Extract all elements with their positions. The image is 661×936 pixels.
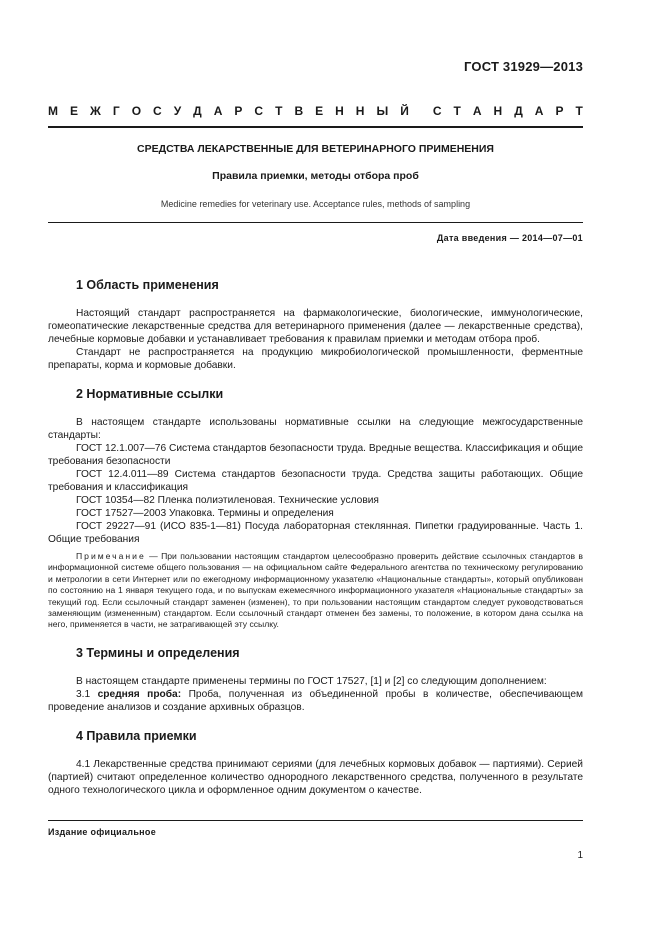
- heading-letter: Д: [514, 104, 523, 118]
- term-name: средняя проба:: [97, 688, 182, 700]
- heading-letter: Ы: [376, 104, 389, 118]
- heading-letter: Е: [315, 104, 324, 118]
- heading-letter: С: [153, 104, 162, 118]
- heading-letter: Г: [112, 104, 120, 118]
- reference-note: [48, 551, 583, 631]
- term-definition: [48, 688, 583, 714]
- normative-reference: ГОСТ 29227—91 (ИСО 835-1—81) Посуда лабораторная стеклянная. Пипетки градуированные. Часть 1. Общие требования: [48, 521, 583, 545]
- heading-letter: Й: [400, 104, 409, 118]
- header-divider: [48, 126, 583, 128]
- document-subtitle: Правила приемки, методы отбора проб: [212, 170, 419, 182]
- heading-letter: С: [432, 104, 442, 118]
- heading-letter: О: [131, 104, 142, 118]
- heading-letter: С: [254, 104, 264, 118]
- normative-reference: ГОСТ 17527—2003 Упаковка. Термины и определения: [76, 508, 334, 519]
- heading-letter: Т: [453, 104, 461, 118]
- section-2-intro: В настоящем стандарте использованы нормативные ссылки на следующие межгосударственные стандарты:: [48, 417, 583, 441]
- normative-reference: ГОСТ 10354—82 Пленка полиэтиленовая. Технические условия: [76, 495, 379, 506]
- heading-letter: Т: [275, 104, 283, 118]
- heading-letter: Ж: [90, 104, 101, 118]
- introduction-date: Дата введения — 2014—07—01: [436, 233, 583, 243]
- section-4-heading: 4 Правила приемки: [76, 728, 197, 743]
- section-3-heading: 3 Термины и определения: [76, 645, 240, 660]
- heading-letter: Н: [493, 104, 503, 118]
- normative-reference: ГОСТ 12.1.007—76 Система стандартов безопасности труда. Вредные вещества. Классификация и общие требования безопасности: [48, 443, 583, 467]
- heading-letter: А: [534, 104, 544, 118]
- official-edition-label: Издание официальное: [48, 827, 157, 837]
- document-title: СРЕДСТВА ЛЕКАРСТВЕННЫЕ ДЛЯ ВЕТЕРИНАРНОГО ПРИМЕНЕНИЯ: [137, 143, 494, 155]
- heading-letter: А: [472, 104, 482, 118]
- heading-letter: Т: [575, 104, 583, 118]
- normative-reference: ГОСТ 12.4.011—89 Система стандартов безопасности труда. Средства защиты работающих. Общие требования и классификация: [48, 469, 583, 493]
- heading-letter: Е: [70, 104, 79, 118]
- heading-letter: М: [48, 104, 58, 118]
- heading-letter: В: [294, 104, 304, 118]
- document-body: [48, 277, 583, 797]
- term-text: Проба, полученная из объединенной пробы в количестве, обеспечивающем проведение анализов и создание архивных образцов.: [48, 688, 583, 713]
- heading-letter: Н: [335, 104, 344, 118]
- title-divider: [48, 222, 583, 223]
- heading-letter: Н: [355, 104, 365, 118]
- heading-letter: Р: [555, 104, 564, 118]
- section-1-paragraph: Настоящий стандарт распространяется на фармакологические, биологические, иммунологические, гомеопатические лекарственные средства для ветеринарного применения (далее — лекарственные средства), лечебные кормовые добавки и устанавливает требования к правилам приемки и методам отбора проб.: [48, 308, 583, 345]
- section-3-intro: В настоящем стандарте применены термины по ГОСТ 17527, [1] и [2] со следующим дополнением:: [76, 675, 547, 687]
- section-1-heading: 1 Область применения: [76, 278, 219, 292]
- document-title-english: Medicine remedies for veterinary use. Acceptance rules, methods of sampling: [160, 199, 471, 209]
- gost-code: ГОСТ 31929—2013: [464, 59, 583, 74]
- note-text: — При пользовании настоящим стандартом целесообразно проверить действие ссылочных стандартов в информационной системе общего пользования — на официальном сайте Федерального агентства по техническому регулированию и метрологии в сети Интернет или по ежегодному информационному указателю «Национальные стандарты», который опубликован по состоянию на 1 января текущего года, и по выпускам ежемесячного информационного указателя «Национальные стандарты» за текущий год. Если ссылочный стандарт заменен (изменен), то при пользовании настоящим стандартом следует руководствоваться заменяющим (измененным) стандартом. Если ссылочный стандарт отменен без замены, то положение, в котором дана ссылка на него, применяется в части, не затрагивающей эту ссылку.: [48, 551, 583, 630]
- heading-letter: У: [173, 104, 182, 118]
- note-label: Примечание: [76, 551, 146, 561]
- term-number: 3.1: [76, 688, 91, 700]
- section-4-paragraph: 4.1 Лекарственные средства принимают сериями (для лечебных кормовых добавок — партиями). Серией (партией) считают определенное количество однородного лекарственного средства, полученного в результате одного технологического цикла и оформленное одним документом о качестве.: [48, 758, 583, 796]
- page-number: 1: [577, 850, 583, 861]
- heading-letter: Р: [234, 104, 243, 118]
- footer-divider: [48, 820, 583, 821]
- heading-letter: Д: [193, 104, 202, 118]
- section-1-paragraph: Стандарт не распространяется на продукцию микробиологической промышленности, ферментные препараты, корма и кормовые добавки.: [48, 347, 583, 371]
- section-2-heading: 2 Нормативные ссылки: [76, 387, 224, 401]
- heading-letter: А: [213, 104, 223, 118]
- interstate-standard-heading: [48, 104, 583, 118]
